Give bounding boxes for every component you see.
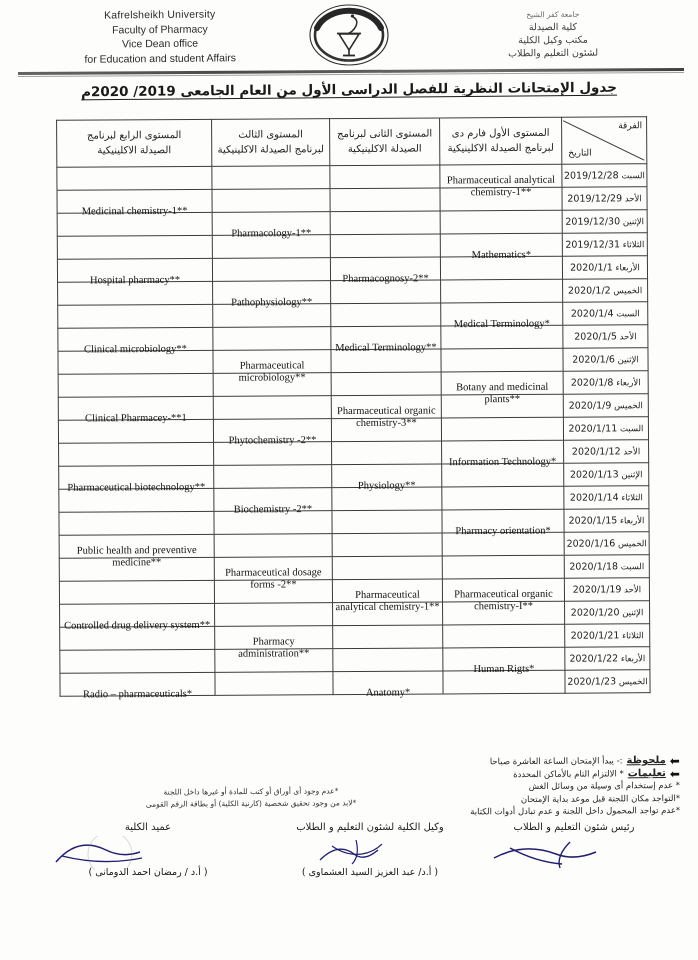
day-name: الإثنين: [614, 354, 639, 365]
exam-cell-level-1: [441, 325, 563, 349]
exam-cell-level-3: [213, 350, 331, 384]
exam-cell-level-2: [333, 625, 443, 649]
day-name: الخميس: [616, 676, 648, 687]
exam-subject: Controlled drug delivery system**: [64, 619, 211, 632]
date-cell: [562, 233, 647, 257]
exam-cell-level-3: [215, 603, 333, 627]
exam-cell-level-2: [330, 257, 440, 285]
column-header-line1: المستوى الرابع لبرنامج: [86, 130, 182, 142]
left-note-item: *عدم وجود أى أوراق أو كتب للمادة أو غيرها داخل اللجنة: [163, 786, 339, 797]
exam-cell-level-3: [213, 327, 331, 351]
date-cell: [565, 624, 650, 648]
date-cell: [564, 463, 649, 487]
column-header-level-3: [212, 119, 330, 167]
exam-cell-level-1: [443, 624, 565, 648]
column-header-level-2: [330, 118, 440, 166]
exam-cell-level-3: [214, 442, 332, 466]
date-cell: [564, 532, 649, 556]
day-name: الثلاثاء: [618, 492, 643, 503]
corner-label-group: الفرقة: [618, 121, 643, 132]
day-name: الإثنين: [619, 607, 644, 618]
exam-subject: Pharmaceutical analytical chemistry-1**: [446, 174, 556, 199]
signature-mark: [464, 836, 684, 870]
exam-subject: Radio – pharmaceuticals*: [83, 688, 193, 701]
exam-cell-level-1: [441, 394, 563, 418]
date-cell: [562, 187, 647, 211]
exam-cell-level-4: [58, 373, 213, 397]
letterhead: [0, 0, 698, 78]
signature-name: ( أ.د / رمضان احمد الدومانى ): [88, 867, 208, 878]
letterhead-arabic: [448, 7, 658, 61]
exam-cell-level-1: [443, 647, 565, 676]
date-value: 2020/1/14: [569, 491, 619, 504]
instruction-item: * عدم إستخدام أى وسيلة من وسائل الغش: [528, 780, 681, 793]
signature-row: [30, 822, 684, 902]
left-notes-block: [86, 785, 416, 810]
exam-cell-level-2: [332, 556, 442, 580]
office-name-en: Vice Dean office: [121, 37, 199, 51]
exam-cell-level-3: [212, 189, 330, 213]
date-cell: [565, 601, 650, 625]
exam-subject: Pharmacology-1**: [231, 228, 312, 240]
signature-block-dean: [48, 822, 248, 878]
column-header-line1: المستوى الثانى لبرنامج: [337, 128, 433, 141]
day-name: الأحد: [616, 331, 637, 342]
exam-subject: Pharmacy administration**: [238, 636, 310, 660]
exam-cell-level-1: [441, 279, 563, 303]
exam-cell-level-2: [331, 349, 441, 373]
exam-cell-level-1: [441, 371, 563, 406]
exam-cell-level-1: [440, 210, 562, 234]
date-value: 2019/12/31: [565, 238, 621, 251]
date-cell: [563, 279, 648, 303]
date-value: 2020/1/5: [574, 330, 617, 343]
exam-cell-level-1: [442, 486, 564, 510]
exam-subject: Hospital pharmacy**: [89, 274, 181, 287]
exam-cell-level-2: [332, 441, 442, 465]
date-value: 2020/1/20: [570, 606, 620, 619]
office-scope-en: for Education and student Affairs: [84, 51, 237, 66]
exam-cell-level-3: [214, 580, 332, 604]
date-value: 2020/1/4: [570, 307, 614, 320]
exam-cell-level-4: [57, 212, 212, 236]
exam-cell-level-4: [59, 580, 214, 604]
exam-cell-level-1: [442, 509, 564, 538]
exam-cell-level-2: [332, 579, 442, 614]
column-header-line2: لبرنامج الصيدلة الاكلينيكية: [217, 144, 324, 156]
instruction-item: *التواجد مكان اللجنة قبل موعد بداية الإمتحان: [520, 793, 681, 805]
date-value: 2020/1/6: [572, 353, 615, 366]
exam-cell-level-2: [331, 280, 441, 304]
exam-cell-level-1: [440, 256, 562, 280]
exam-schedule-table: [56, 116, 651, 701]
page-title-text: جدول الإمتحانات النظرية للفصل الدراسى الأول من العام الجامعى 2019/ 2020م: [80, 79, 617, 101]
date-cell: [564, 440, 649, 464]
exam-subject: Mathematics*: [471, 249, 532, 262]
faculty-name-ar: كلية الصيدلة: [528, 21, 578, 34]
exam-cell-level-2: [330, 165, 440, 189]
office-name-ar: مكتب وكيل الكلية: [518, 34, 588, 47]
date-cell: [563, 394, 648, 418]
faculty-seal-icon: [307, 2, 391, 70]
faculty-name-en: Faculty of Pharmacy: [112, 22, 208, 37]
signature-role: عميد الكلية: [124, 822, 172, 833]
signature-block-vice-dean: [260, 822, 480, 878]
exam-cell-level-4: [58, 327, 213, 356]
exam-cell-level-3: [212, 212, 330, 240]
exam-cell-level-4: [59, 534, 214, 569]
signature-mark: [48, 836, 248, 870]
date-cell: [564, 555, 649, 579]
left-note-item: *لابد من وجود تحقيق شخصية (كارنية الكلية) أو بطاقة الرقم القومى: [145, 797, 357, 809]
day-name: الخميس: [610, 285, 643, 296]
instruction-item: * الالتزام التام بالأماكن المحددة: [513, 768, 624, 780]
exam-cell-level-3: [214, 534, 332, 558]
column-header-level-1: [440, 117, 562, 165]
date-value: 2020/1/9: [568, 399, 612, 412]
exam-cell-level-3: [214, 557, 332, 591]
day-name: السبت: [617, 423, 644, 434]
signature-mark: [260, 836, 480, 870]
exam-cell-level-2: [330, 234, 440, 258]
exam-cell-level-3: [213, 281, 331, 309]
exam-subject: Clinical microbiology**: [83, 343, 187, 356]
exam-cell-level-2: [331, 395, 441, 429]
exam-subject: Botany and medicinal plants**: [456, 381, 549, 406]
exam-subject: Human Rigts*: [473, 663, 535, 676]
exam-cell-level-4: [58, 419, 213, 443]
exam-subject: Pathophysiology**: [231, 296, 313, 309]
exam-subject: Phytochemistry -2**: [228, 434, 317, 447]
exam-subject: Pharmaceutical biotechnology**: [67, 481, 206, 494]
date-value: 2020/1/18: [569, 560, 619, 573]
day-name: الأحد: [621, 584, 642, 595]
date-cell: [563, 302, 648, 326]
exam-subject: Pharmaceutical organic chemistry-3**: [336, 405, 436, 429]
date-cell: [564, 486, 649, 510]
date-value: 2020/1/2: [567, 284, 611, 297]
exam-cell-level-2: [333, 648, 443, 672]
exam-cell-level-1: [440, 233, 562, 262]
date-value: 2020/1/21: [570, 629, 620, 642]
exam-cell-level-4: [59, 511, 214, 535]
exam-cell-level-3: [212, 258, 330, 282]
column-header-line2: الصيدلة الاكلينيكية: [97, 145, 172, 157]
day-name: الخميس: [615, 538, 647, 549]
date-value: 2020/1/22: [569, 652, 619, 665]
exam-cell-level-4: [59, 488, 214, 512]
arrow-left-icon-2: ⬅: [669, 766, 680, 781]
exam-cell-level-4: [57, 235, 212, 259]
exam-cell-level-4: [57, 258, 212, 287]
exam-cell-level-3: [215, 626, 333, 660]
date-value: 2019/12/30: [565, 215, 621, 228]
university-name-ar: جامعة كفر الشيخ: [526, 9, 580, 20]
exam-cell-level-4: [60, 603, 215, 632]
exam-subject: Pharmacy orientation*: [455, 525, 551, 538]
exam-subject: Pharmaceutical analytical chemistry-1**: [335, 589, 440, 614]
letterhead-english: [40, 7, 281, 68]
page-title: [0, 79, 698, 101]
exam-subject: Public health and preventive medicine**: [76, 544, 197, 569]
date-cell: [563, 348, 648, 372]
date-cell: [563, 371, 648, 395]
day-name: الأحد: [620, 446, 641, 457]
exam-cell-level-2: [331, 372, 441, 396]
day-name: السبت: [613, 308, 640, 319]
exam-cell-level-2: [330, 211, 440, 235]
exam-subject: Medicinal chemistry-1**: [81, 205, 188, 218]
column-header-line2: لبرنامج الصيدلة الاكلينيكية: [447, 142, 554, 155]
day-name: الأربعاء: [613, 377, 641, 388]
exam-subject: Pharmaceutical microbiology**: [238, 360, 306, 384]
exam-cell-level-4: [57, 166, 212, 190]
exam-subject: Medical Terminology**: [335, 342, 437, 354]
table-corner-cell: [562, 117, 647, 165]
exam-cell-level-4: [58, 304, 213, 328]
exam-cell-level-4: [60, 672, 215, 701]
date-value: 2020/1/23: [567, 675, 617, 688]
exam-cell-level-1: [442, 578, 564, 613]
exam-subject: Pharmaceutical dosage forms -2**: [225, 567, 322, 591]
exam-cell-level-1: [441, 348, 563, 372]
column-header-line2: الصيدلة الاكلينيكية: [347, 143, 422, 156]
day-name: الثلاثاء: [619, 630, 644, 641]
exam-cell-level-3: [214, 511, 332, 535]
signature-block-head-of-education: [464, 822, 684, 867]
day-name: الثلاثاء: [620, 239, 645, 250]
office-scope-ar: لشئون التعليم والطلاب: [508, 47, 599, 60]
exam-subject: Clinical Pharmacey-**1: [84, 412, 187, 425]
table-row: [60, 670, 650, 697]
exam-cell-level-3: [213, 396, 331, 420]
table-header-row: [57, 117, 647, 168]
exam-subject: Information Technology*: [448, 456, 557, 469]
exam-cell-level-3: [214, 488, 332, 516]
exam-subject: Anatomy*: [365, 687, 411, 699]
date-cell: [565, 647, 650, 671]
date-cell: [564, 578, 649, 602]
exam-subject: Pharmaceutical organic chemistry-I**: [454, 588, 553, 613]
corner-label-date: التاريخ: [568, 148, 592, 159]
exam-cell-level-3: [212, 235, 330, 259]
notes-block: [380, 755, 680, 820]
exam-cell-level-3: [213, 304, 331, 328]
exam-cell-level-3: [215, 672, 333, 696]
column-header-line1: المستوى الثالث: [238, 129, 303, 141]
date-value: 2020/1/13: [569, 468, 619, 481]
day-name: الأربعاء: [612, 262, 640, 273]
exam-cell-level-1: [440, 164, 562, 199]
date-value: 2020/1/1: [570, 261, 613, 274]
day-name: الأربعاء: [618, 653, 646, 664]
exam-cell-level-2: [332, 464, 442, 492]
exam-cell-level-3: [213, 373, 331, 397]
date-cell: [564, 509, 649, 533]
note-text: :- يبدأ الإمتحان الساعة العاشرة صباحا: [489, 756, 623, 768]
date-cell: [562, 164, 647, 188]
university-name-en: Kafrelsheikh University: [104, 8, 216, 22]
exam-cell-level-2: [332, 487, 442, 511]
column-header-line1: المستوى الأول فارم دى: [451, 127, 550, 140]
exam-cell-level-4: [60, 626, 215, 650]
signature-role: رئيس شئون التعليم و الطلاب: [513, 822, 635, 833]
date-cell: [563, 325, 648, 349]
exam-cell-level-4: [58, 350, 213, 374]
exam-cell-level-2: [331, 326, 441, 354]
exam-cell-level-1: [441, 302, 563, 331]
note-label: ملحوظة: [626, 755, 666, 767]
exam-cell-level-2: [331, 418, 441, 442]
exam-cell-level-1: [442, 555, 564, 579]
date-cell: [565, 670, 650, 694]
exam-cell-level-4: [57, 189, 212, 218]
schedule-table-wrapper: [56, 116, 650, 758]
date-value: 2020/1/19: [572, 583, 622, 596]
instructions-label: تعليمات: [627, 767, 666, 779]
exam-cell-level-4: [58, 396, 213, 425]
date-cell: [562, 210, 647, 234]
day-name: الأحد: [622, 193, 642, 204]
day-name: الخميس: [611, 400, 643, 411]
exam-subject: Medical Terminology*: [453, 318, 550, 331]
exam-cell-level-2: [331, 303, 441, 327]
date-value: 2020/1/11: [568, 422, 618, 435]
exam-cell-level-1: [442, 463, 564, 487]
date-cell: [563, 417, 648, 441]
exam-cell-level-2: [332, 533, 442, 557]
exam-cell-level-2: [330, 188, 440, 212]
exam-subject: Physiology**: [357, 480, 416, 492]
signature-name: ( أ.د/ عبد العزيز السيد العشماوى ): [301, 867, 439, 878]
day-name: الإثنين: [620, 216, 645, 227]
date-value: 2020/1/8: [570, 376, 614, 389]
exam-subject: Pharmacognosy-2**: [342, 273, 429, 285]
exam-cell-level-1: [443, 670, 565, 694]
exam-cell-level-2: [333, 602, 443, 626]
exam-subject: Biochemistry -2**: [233, 504, 313, 516]
signature-role: وكيل الكلية لشئون التعليم و الطلاب: [296, 822, 444, 833]
exam-cell-level-1: [440, 187, 562, 211]
day-name: السبت: [618, 170, 645, 181]
arrow-left-icon: ⬅: [669, 754, 680, 769]
exam-cell-level-1: [442, 532, 564, 556]
exam-cell-level-3: [215, 649, 333, 673]
exam-cell-level-3: [214, 465, 332, 489]
exam-cell-level-4: [59, 557, 214, 581]
date-value: 2020/1/16: [566, 537, 616, 550]
exam-cell-level-3: [213, 419, 331, 447]
exam-cell-level-4: [59, 465, 214, 494]
exam-cell-level-1: [441, 417, 563, 441]
day-name: الأربعاء: [617, 515, 645, 526]
date-value: 2019/12/29: [567, 192, 623, 205]
exam-cell-level-2: [332, 510, 442, 534]
exam-cell-level-4: [59, 442, 214, 466]
date-value: 2020/1/12: [571, 445, 621, 458]
instruction-item: *عدم تواجد المحمول داخل اللجنة و عدم تبادل أدوات الكتابة: [470, 805, 681, 818]
exam-cell-level-1: [442, 440, 564, 469]
exam-cell-level-4: [60, 649, 215, 673]
column-header-level-4: [57, 119, 212, 167]
exam-cell-level-4: [58, 281, 213, 305]
date-value: 2019/12/28: [563, 169, 619, 182]
day-name: الإثنين: [618, 469, 643, 480]
date-cell: [562, 256, 647, 280]
date-value: 2020/1/15: [568, 514, 618, 527]
exam-cell-level-3: [212, 166, 330, 190]
exam-cell-level-1: [443, 601, 565, 625]
day-name: السبت: [618, 561, 645, 572]
exam-cell-level-2: [333, 671, 443, 699]
